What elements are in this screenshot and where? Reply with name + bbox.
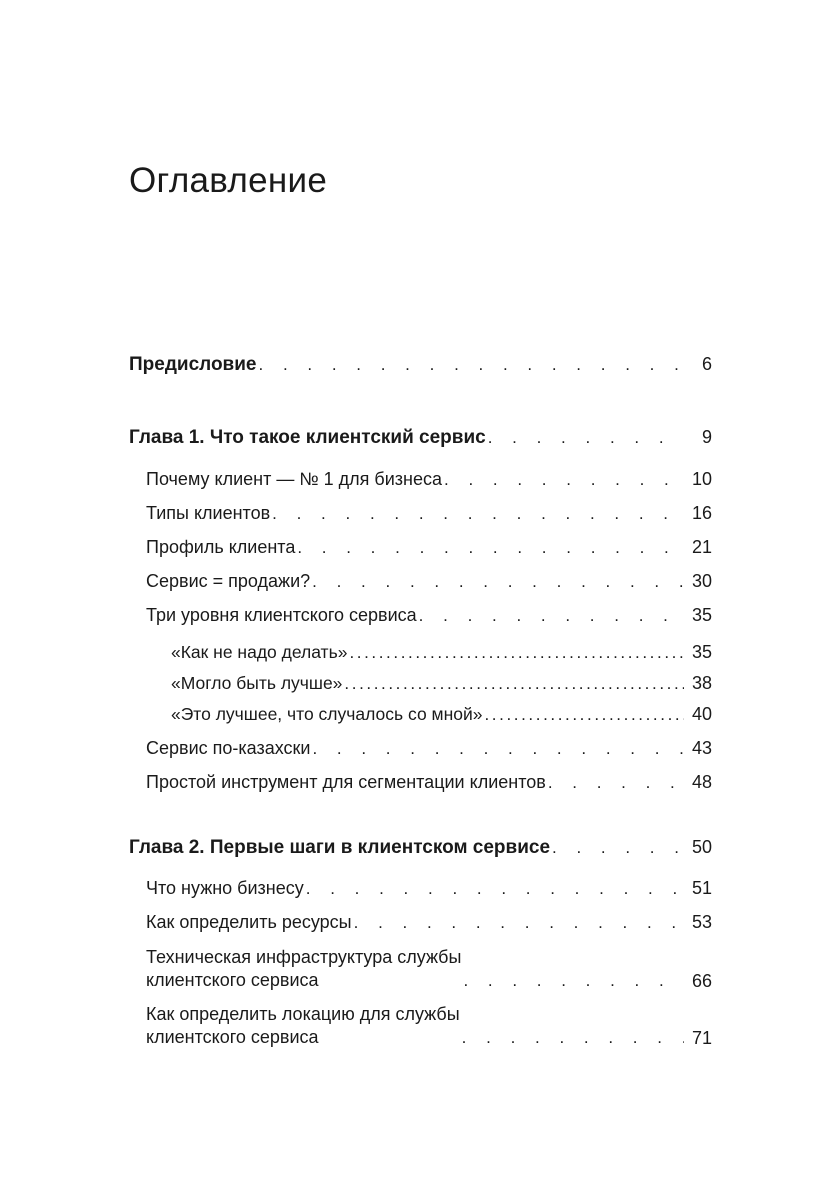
- toc-subentry[interactable]: [171, 672, 712, 695]
- toc-subentry[interactable]: [171, 641, 712, 664]
- toc-entry-page: 9: [701, 427, 712, 447]
- toc-entry-page: 66: [691, 971, 712, 991]
- dot-leader: [419, 605, 684, 627]
- dot-leader: [259, 354, 685, 376]
- toc-entry-title: Глава 2. Первые шаги в клиентском сервисе: [129, 837, 551, 858]
- toc-entry[interactable]: [146, 946, 712, 992]
- toc-entry-title-line1: Как определить локацию для службы: [146, 1004, 460, 1024]
- toc-entry-title: [146, 946, 461, 992]
- toc-entry-preface[interactable]: [129, 353, 712, 376]
- toc-entry-page: 43: [691, 738, 712, 758]
- dot-leader: [312, 571, 684, 593]
- toc-entry-title-line1: Техническая инфраструктура службы: [146, 947, 462, 967]
- toc-entry-title: [146, 1003, 460, 1049]
- toc-entry-title: Почему клиент — № 1 для бизнеса: [146, 469, 443, 489]
- toc-entry-title: «Как не надо делать»: [171, 642, 348, 662]
- dot-leader: [354, 912, 684, 934]
- toc-entry[interactable]: [146, 1003, 712, 1049]
- toc-entry-title-line2: клиентского сервиса: [146, 970, 319, 990]
- toc-entry-title: Как определить ресурсы: [146, 912, 352, 932]
- toc-entry-title: Типы клиентов: [146, 503, 271, 523]
- dot-leader: [344, 673, 684, 695]
- dot-leader: [306, 878, 684, 900]
- toc-entry-page: 71: [691, 1028, 712, 1048]
- toc-entry[interactable]: [146, 570, 712, 593]
- dot-leader: [463, 970, 684, 992]
- dot-leader: [297, 537, 684, 559]
- dot-leader: [462, 1027, 684, 1049]
- toc-entry-title: Что нужно бизнесу: [146, 878, 304, 898]
- toc-entry-page: 53: [691, 912, 712, 932]
- dot-leader: [488, 427, 684, 449]
- toc-entry-page: 6: [701, 354, 712, 374]
- toc-entry-page: 38: [691, 673, 712, 693]
- toc-entry-page: 50: [691, 837, 712, 857]
- toc-entry-page: 10: [691, 469, 712, 489]
- toc-entry-title: «Могло быть лучше»: [171, 673, 343, 693]
- toc-entry-page: 51: [691, 878, 712, 898]
- toc-entry[interactable]: [146, 604, 712, 627]
- toc-entry[interactable]: [146, 737, 712, 760]
- dot-leader: [312, 738, 684, 760]
- page-title: Оглавление: [129, 161, 328, 200]
- dot-leader: [272, 503, 684, 525]
- dot-leader: [552, 837, 684, 859]
- toc-entry[interactable]: [146, 771, 712, 794]
- toc-entry-page: 16: [691, 503, 712, 523]
- toc-entry-chapter-1[interactable]: [129, 426, 712, 449]
- toc-entry[interactable]: [146, 502, 712, 525]
- toc-entry[interactable]: [146, 536, 712, 559]
- toc-entry-title: Сервис = продажи?: [146, 571, 311, 591]
- toc-entry[interactable]: [146, 911, 712, 934]
- toc-entry-page: 21: [691, 537, 712, 557]
- toc-entry[interactable]: [146, 877, 712, 900]
- dot-leader: [444, 469, 684, 491]
- toc-entry-title: Предисловие: [129, 354, 257, 375]
- dot-leader: [484, 704, 684, 726]
- toc-entry-page: 35: [691, 642, 712, 662]
- toc-entry-page: 40: [691, 704, 712, 724]
- dot-leader: [548, 772, 684, 794]
- toc-entry-chapter-2[interactable]: [129, 836, 712, 859]
- dot-leader: [349, 642, 684, 664]
- toc-entry-title-line2: клиентского сервиса: [146, 1027, 319, 1047]
- toc-entry-title: Простой инструмент для сегментации клиентов: [146, 772, 546, 792]
- toc-entry-title: Профиль клиента: [146, 537, 296, 557]
- toc-entry-page: 48: [691, 772, 712, 792]
- toc-entry-title: Глава 1. Что такое клиентский сервис: [129, 427, 486, 448]
- toc-subentry[interactable]: [171, 703, 712, 726]
- toc-entry-title: Три уровня клиентского сервиса: [146, 605, 417, 625]
- toc-entry-title: «Это лучшее, что случалось со мной»: [171, 704, 483, 724]
- toc-entry-page: 30: [691, 571, 712, 591]
- toc-entry[interactable]: [146, 468, 712, 491]
- toc-entry-page: 35: [691, 605, 712, 625]
- toc-entry-title: Сервис по-казахски: [146, 738, 311, 758]
